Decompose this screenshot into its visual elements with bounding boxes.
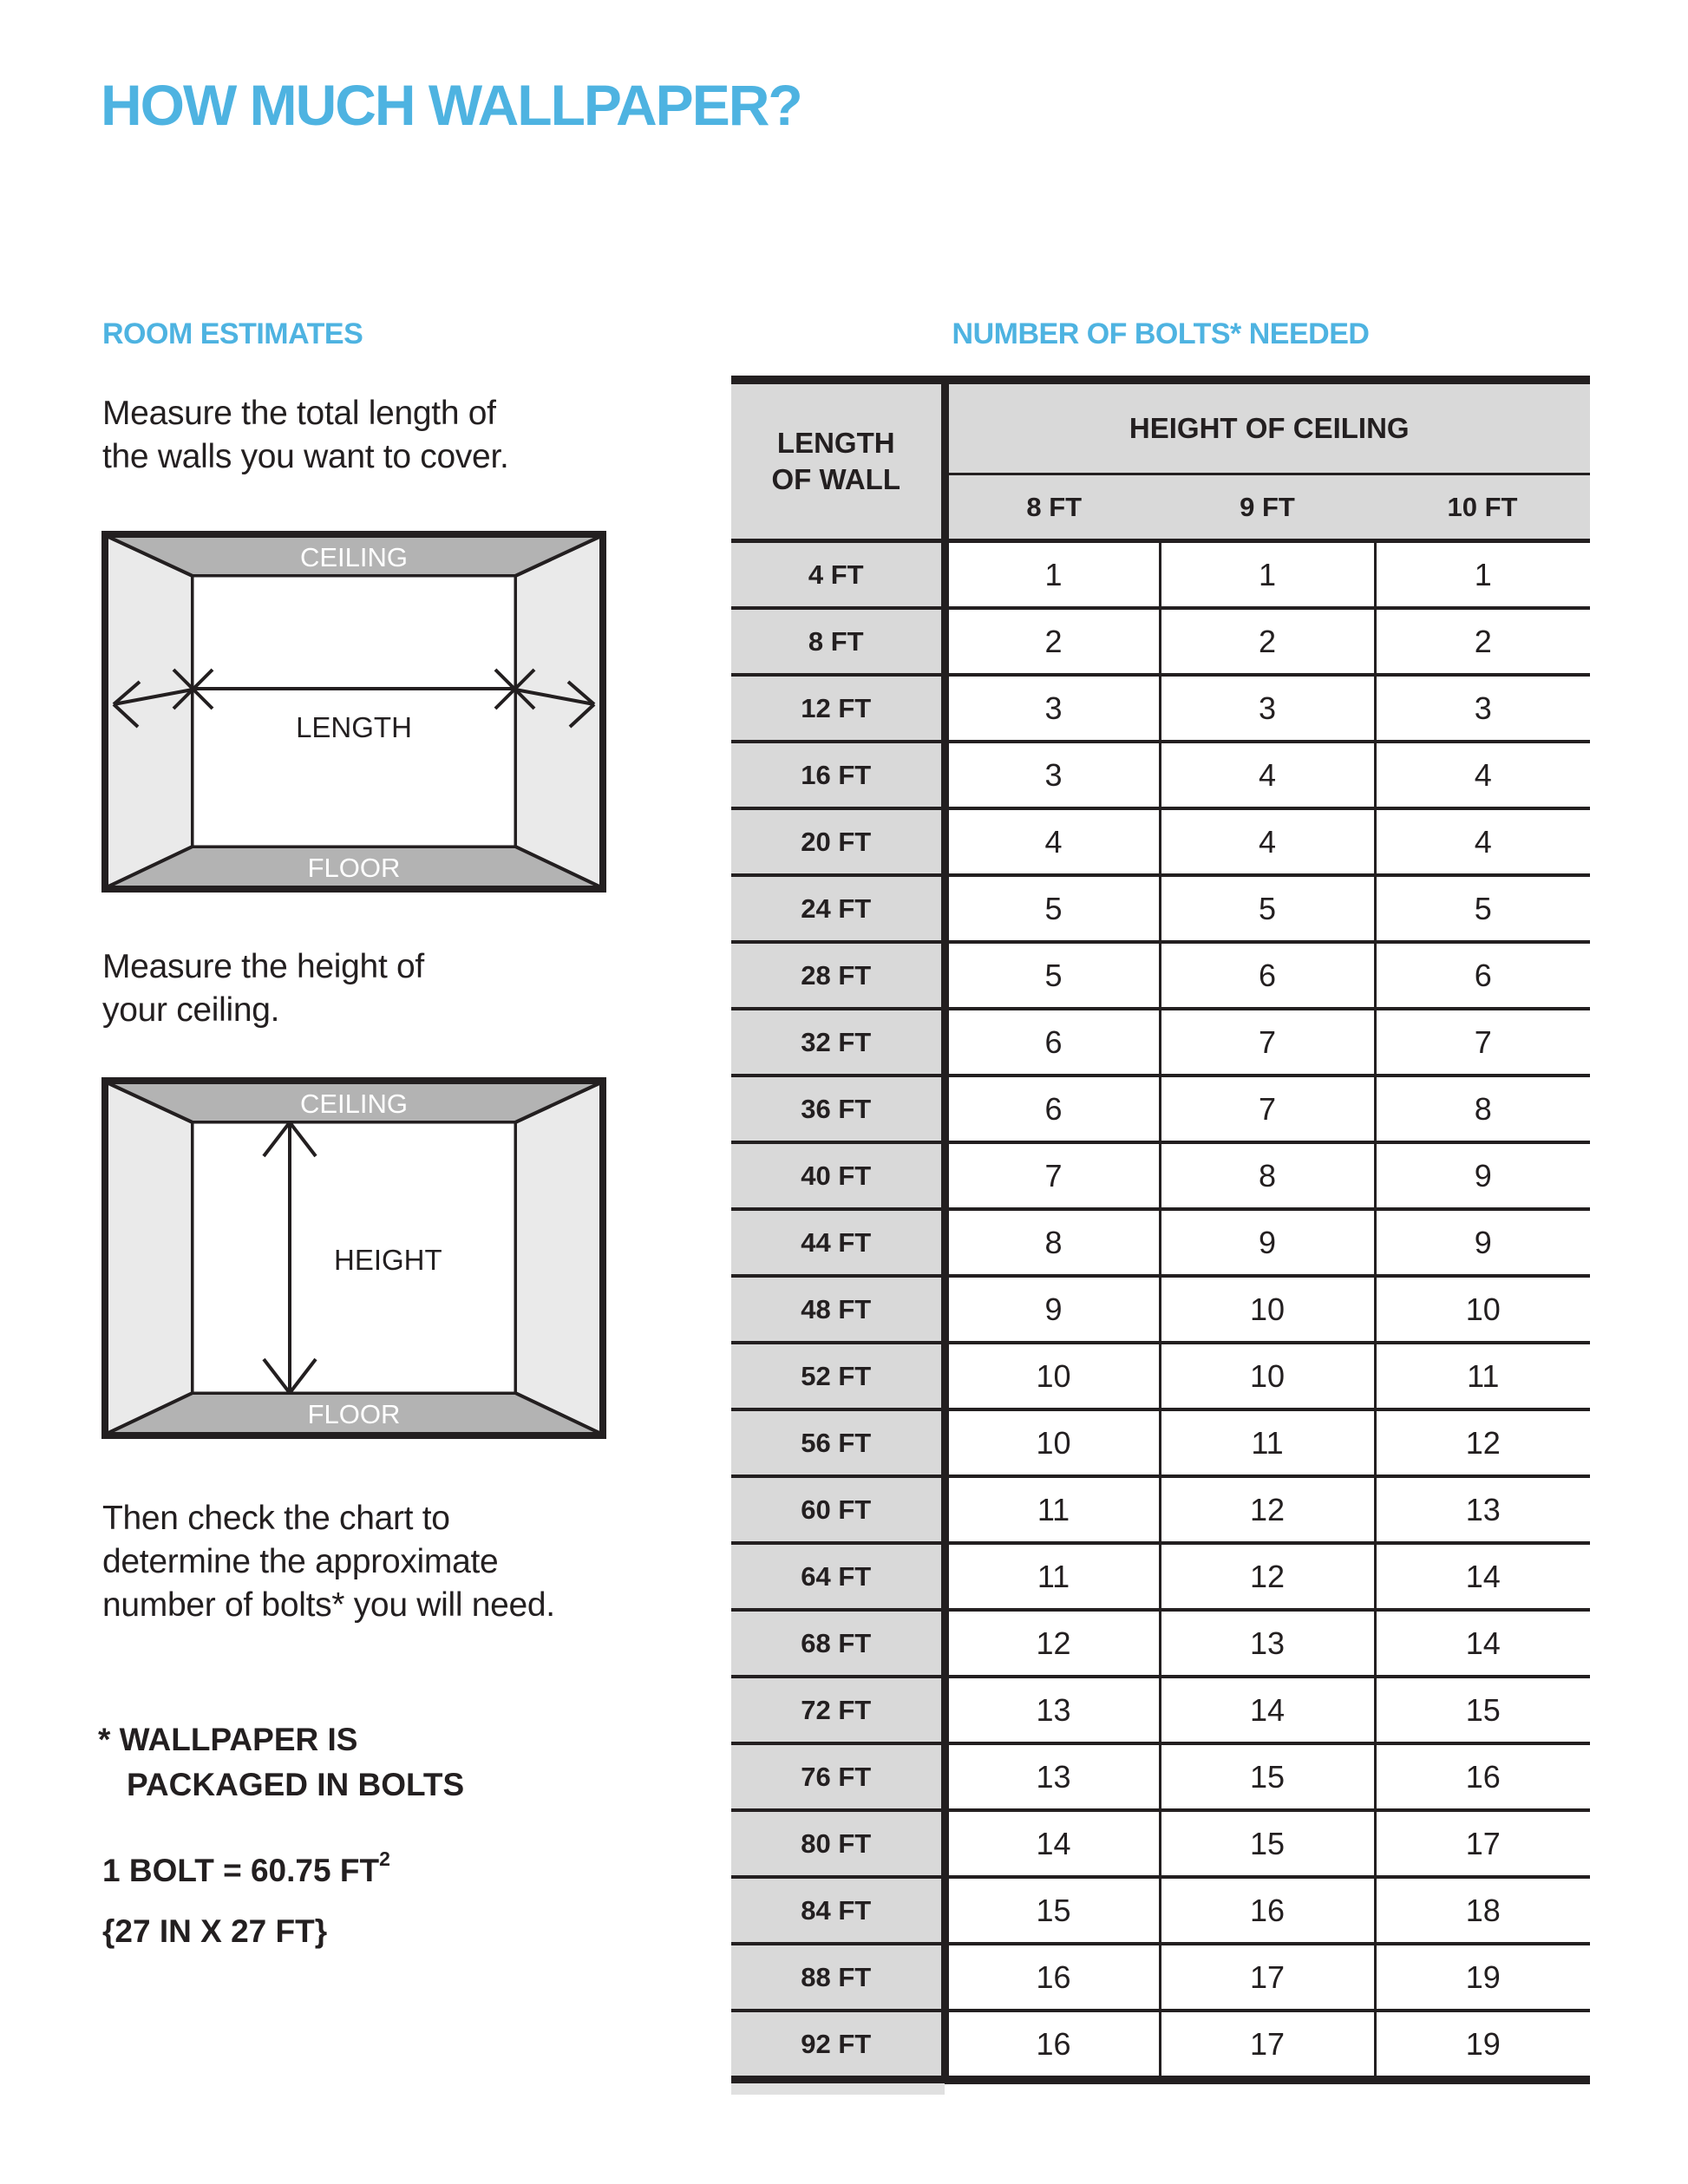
row-length-label: 64 FT	[731, 1543, 945, 1610]
bolt-count-cell: 1	[945, 541, 1160, 609]
ceiling-label: CEILING	[299, 542, 409, 572]
table-row	[731, 1610, 1590, 1677]
row-length-label: 44 FT	[731, 1209, 945, 1276]
table-bottom-stub	[731, 2083, 945, 2095]
height-label: HEIGHT	[334, 1244, 442, 1276]
table-row	[731, 1543, 1590, 1610]
bolt-count-cell: 17	[1375, 1810, 1590, 1877]
bolt-count-cell: 6	[1375, 942, 1590, 1009]
instruction-line: your ceiling.	[102, 991, 280, 1029]
bolt-count-cell: 5	[945, 875, 1160, 942]
bolt-count-cell: 4	[1160, 808, 1375, 875]
table-row	[731, 675, 1590, 742]
bolt-count-cell: 4	[945, 808, 1160, 875]
bolt-count-cell: 7	[1160, 1076, 1375, 1142]
instruction-check-chart	[102, 1497, 555, 1627]
bolt-count-cell: 16	[945, 2011, 1160, 2080]
bolt-count-cell: 12	[1160, 1476, 1375, 1543]
bolt-count-cell: 7	[1160, 1009, 1375, 1076]
bolt-count-cell: 15	[1160, 1743, 1375, 1810]
row-length-label: 76 FT	[731, 1743, 945, 1810]
bolt-count-cell: 5	[1160, 875, 1375, 942]
bolt-count-cell: 2	[945, 608, 1160, 675]
bolt-count-cell: 9	[1375, 1209, 1590, 1276]
row-length-label: 72 FT	[731, 1677, 945, 1743]
bolt-count-cell: 14	[945, 1810, 1160, 1877]
bolt-count-cell: 13	[945, 1743, 1160, 1810]
footnote-line: * WALLPAPER IS	[98, 1722, 358, 1757]
bolt-count-cell: 15	[1375, 1677, 1590, 1743]
bolts-table	[731, 376, 1590, 2084]
room-length-diagram-svg	[101, 531, 606, 893]
bolt-count-cell: 17	[1160, 2011, 1375, 2080]
bolt-count-cell: 16	[1160, 1877, 1375, 1944]
table-row	[731, 1810, 1590, 1877]
bolt-count-cell: 9	[1375, 1142, 1590, 1209]
room-height-diagram	[101, 1077, 606, 1439]
bolt-spec-formula: 1 BOLT = 60.75 $FT^2$	[102, 1847, 390, 1888]
table-row	[731, 1209, 1590, 1276]
bolt-count-cell: 14	[1375, 1610, 1590, 1677]
bolt-count-cell: 8	[1375, 1076, 1590, 1142]
bolt-count-cell: 19	[1375, 2011, 1590, 2080]
bolt-count-cell: 3	[945, 742, 1160, 808]
bolt-count-cell: 13	[945, 1677, 1160, 1743]
bolt-count-cell: 10	[1375, 1276, 1590, 1343]
bolt-count-cell: 10	[945, 1343, 1160, 1409]
bolt-count-cell: 2	[1375, 608, 1590, 675]
table-row	[731, 541, 1590, 609]
bolt-count-cell: 10	[945, 1409, 1160, 1476]
instruction-measure-length	[102, 392, 509, 479]
bolt-count-cell: 13	[1375, 1476, 1590, 1543]
row-length-label: 92 FT	[731, 2011, 945, 2080]
col-header-9ft: 9 FT	[1160, 474, 1375, 541]
bolt-spec	[102, 1828, 390, 1962]
bolt-count-cell: 19	[1375, 1944, 1590, 2011]
bolt-count-cell: 11	[1375, 1343, 1590, 1409]
table-row	[731, 1743, 1590, 1810]
row-length-label: 36 FT	[731, 1076, 945, 1142]
row-length-label: 56 FT	[731, 1409, 945, 1476]
bolt-count-cell: 9	[1160, 1209, 1375, 1276]
bolt-count-cell: 13	[1160, 1610, 1375, 1677]
bolt-count-cell: 7	[1375, 1009, 1590, 1076]
right-wall-shape	[515, 1082, 601, 1434]
bolt-count-cell: 12	[1375, 1409, 1590, 1476]
row-length-label: 40 FT	[731, 1142, 945, 1209]
left-wall-shape	[107, 1082, 193, 1434]
length-label: LENGTH	[296, 711, 412, 743]
bolt-count-cell: 15	[1160, 1810, 1375, 1877]
instruction-line: number of bolts* you will need.	[102, 1586, 555, 1624]
squared-superscript: 2	[379, 1847, 390, 1870]
row-length-label: 24 FT	[731, 875, 945, 942]
table-row	[731, 875, 1590, 942]
row-length-label: 88 FT	[731, 1944, 945, 2011]
table-row	[731, 1877, 1590, 1944]
row-length-label: 68 FT	[731, 1610, 945, 1677]
length-of-wall-header: LENGTH OF WALL	[731, 380, 945, 541]
row-length-label: 16 FT	[731, 742, 945, 808]
table-row	[731, 808, 1590, 875]
instruction-line: Measure the total length of	[102, 395, 496, 432]
table-row	[731, 1476, 1590, 1543]
page-title: HOW MUCH WALLPAPER?	[101, 73, 801, 137]
bolt-count-cell: 12	[945, 1610, 1160, 1677]
ceiling-label: CEILING	[299, 1089, 409, 1119]
bolt-count-cell: 2	[1160, 608, 1375, 675]
bolt-count-cell: 4	[1375, 808, 1590, 875]
bolt-count-cell: 4	[1160, 742, 1375, 808]
bolt-count-cell: 16	[1375, 1743, 1590, 1810]
row-length-label: 32 FT	[731, 1009, 945, 1076]
table-header-row	[731, 380, 1590, 474]
room-length-diagram	[101, 531, 606, 893]
bolt-count-cell: 3	[945, 675, 1160, 742]
table-row	[731, 1076, 1590, 1142]
floor-label: FLOOR	[307, 853, 401, 883]
bolt-count-cell: 7	[945, 1142, 1160, 1209]
table-row	[731, 1677, 1590, 1743]
row-length-label: 8 FT	[731, 608, 945, 675]
table-row	[731, 1343, 1590, 1409]
bolt-count-cell: 1	[1375, 541, 1590, 609]
height-of-ceiling-header: HEIGHT OF CEILING	[945, 380, 1590, 474]
bolt-count-cell: 10	[1160, 1343, 1375, 1409]
footnote-line: PACKAGED IN BOLTS	[127, 1767, 465, 1802]
table-row	[731, 1409, 1590, 1476]
table-row	[731, 1009, 1590, 1076]
bolt-count-cell: 6	[1160, 942, 1375, 1009]
bolt-count-cell: 9	[945, 1276, 1160, 1343]
row-length-label: 52 FT	[731, 1343, 945, 1409]
row-length-label: 20 FT	[731, 808, 945, 875]
bolt-count-cell: 18	[1375, 1877, 1590, 1944]
row-length-label: 28 FT	[731, 942, 945, 1009]
floor-label: FLOOR	[307, 1399, 401, 1429]
table-row	[731, 2011, 1590, 2080]
bolt-count-cell: 16	[945, 1944, 1160, 2011]
bolt-count-cell: 8	[1160, 1142, 1375, 1209]
bolt-count-cell: 5	[945, 942, 1160, 1009]
row-length-label: 84 FT	[731, 1877, 945, 1944]
row-length-label: 4 FT	[731, 541, 945, 609]
instruction-measure-height	[102, 945, 424, 1032]
bolt-count-cell: 6	[945, 1009, 1160, 1076]
row-length-label: 60 FT	[731, 1476, 945, 1543]
table-row	[731, 1142, 1590, 1209]
instruction-line: Then check the chart to	[102, 1500, 450, 1537]
bolt-count-cell: 4	[1375, 742, 1590, 808]
bolt-count-cell: 14	[1375, 1543, 1590, 1610]
bolt-count-cell: 11	[945, 1543, 1160, 1610]
table-row	[731, 742, 1590, 808]
table-row	[731, 1944, 1590, 2011]
col-header-10ft: 10 FT	[1375, 474, 1590, 541]
bolt-count-cell: 11	[1160, 1409, 1375, 1476]
bolt-count-cell: 3	[1160, 675, 1375, 742]
room-estimates-heading: ROOM ESTIMATES	[102, 317, 363, 350]
wallpaper-bolts-footnote	[98, 1717, 464, 1808]
table-row	[731, 1276, 1590, 1343]
bolt-count-cell: 5	[1375, 875, 1590, 942]
row-length-label: 80 FT	[731, 1810, 945, 1877]
table-row	[731, 608, 1590, 675]
bolt-count-cell: 1	[1160, 541, 1375, 609]
room-height-diagram-svg	[101, 1077, 606, 1439]
bolt-count-cell: 3	[1375, 675, 1590, 742]
instruction-line: the walls you want to cover.	[102, 438, 509, 475]
bolt-count-cell: 15	[945, 1877, 1160, 1944]
table-row	[731, 942, 1590, 1009]
bolt-count-cell: 14	[1160, 1677, 1375, 1743]
instruction-line: Measure the height of	[102, 948, 424, 985]
bolts-table-body	[731, 541, 1590, 2081]
bolt-count-cell: 17	[1160, 1944, 1375, 2011]
instruction-line: determine the approximate	[102, 1543, 499, 1580]
bolt-count-cell: 10	[1160, 1276, 1375, 1343]
bolt-count-cell: 6	[945, 1076, 1160, 1142]
row-length-label: 12 FT	[731, 675, 945, 742]
bolts-needed-heading: NUMBER OF BOLTS* NEEDED	[952, 317, 1370, 350]
bolt-count-cell: 8	[945, 1209, 1160, 1276]
col-header-8ft: 8 FT	[945, 474, 1160, 541]
row-length-label: 48 FT	[731, 1276, 945, 1343]
bolt-count-cell: 12	[1160, 1543, 1375, 1610]
bolt-spec-dimensions: {27 IN X 27 FT}	[102, 1913, 328, 1949]
bolt-count-cell: 11	[945, 1476, 1160, 1543]
